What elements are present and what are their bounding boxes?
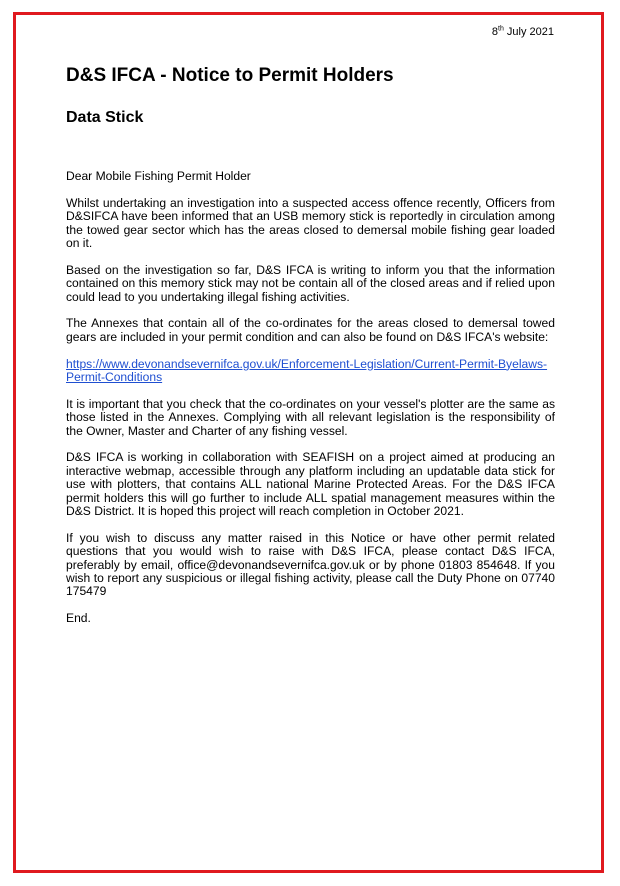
notice-date [492,26,554,39]
notice-subtitle: Data Stick [66,109,144,126]
salutation: Dear Mobile Fishing Permit Holder [66,169,251,183]
paragraph-contact: If you wish to discuss any matter raised in this Notice or have other permit related questions that you would wish to raise with D&S IFCA, please contact D&S IFCA, preferably by email, office@devonandsevernifca.gov.uk or by phone 01803 854648. If you wish to report any suspicious or illegal fishing activity, please call the Duty Phone on 07740 175479 [66,530,555,599]
paragraph-seafish-project: D&S IFCA is working in collaboration with SEAFISH on a project aimed at producing an interactive webmap, accessible through any platform including an updatable data stick for use with plotters, that contains ALL national Marine Protected Areas. For the D&S IFCA permit holders this will go further to include ALL spatial management measures within the D&S District. It is hoped this project will reach completion in October 2021. [66,450,555,519]
paragraph-annexes: The Annexes that contain all of the co-ordinates for the areas closed to demersal towed gears are included in your permit condition and can also be found on D&S IFCA's website: [66,316,555,344]
date-suffix: th [498,25,504,33]
paragraph-memory-stick: Based on the investigation so far, D&S IFCA is writing to inform you that the information contained on this memory stick may not be contain all of the closed areas and if relied upon could lead to you undertaking illegal fishing activities. [66,262,555,304]
date-day: 8 [491,26,498,38]
notice-body [66,170,555,639]
closing: End. [66,611,91,626]
paragraph-investigation: Whilst undertaking an investigation into a suspected access offence recently, Officers from D&SIFCA have been informed that an USB memory stick is reportedly in circulation among the towed gear sector which has the areas closed to demersal mobile fishing gear loaded on it. [66,195,555,251]
paragraph-check-plotter: It is important that you check that the co-ordinates on your vessel's plotter are the same as those listed in the Annexes. Complying with all relevant legislation is the responsibility of the Owner, Master and Charter of any fishing vessel. [66,396,555,438]
date-rest: July 2021 [503,26,554,38]
link-paragraph [66,358,555,385]
notice-title: D&S IFCA - Notice to Permit Holders [66,65,394,86]
permit-conditions-link[interactable]: https://www.devonandsevernifca.gov.uk/Enforcement-Legislation/Current-Permit-Byelaws-Permit-Conditions [66,356,548,385]
